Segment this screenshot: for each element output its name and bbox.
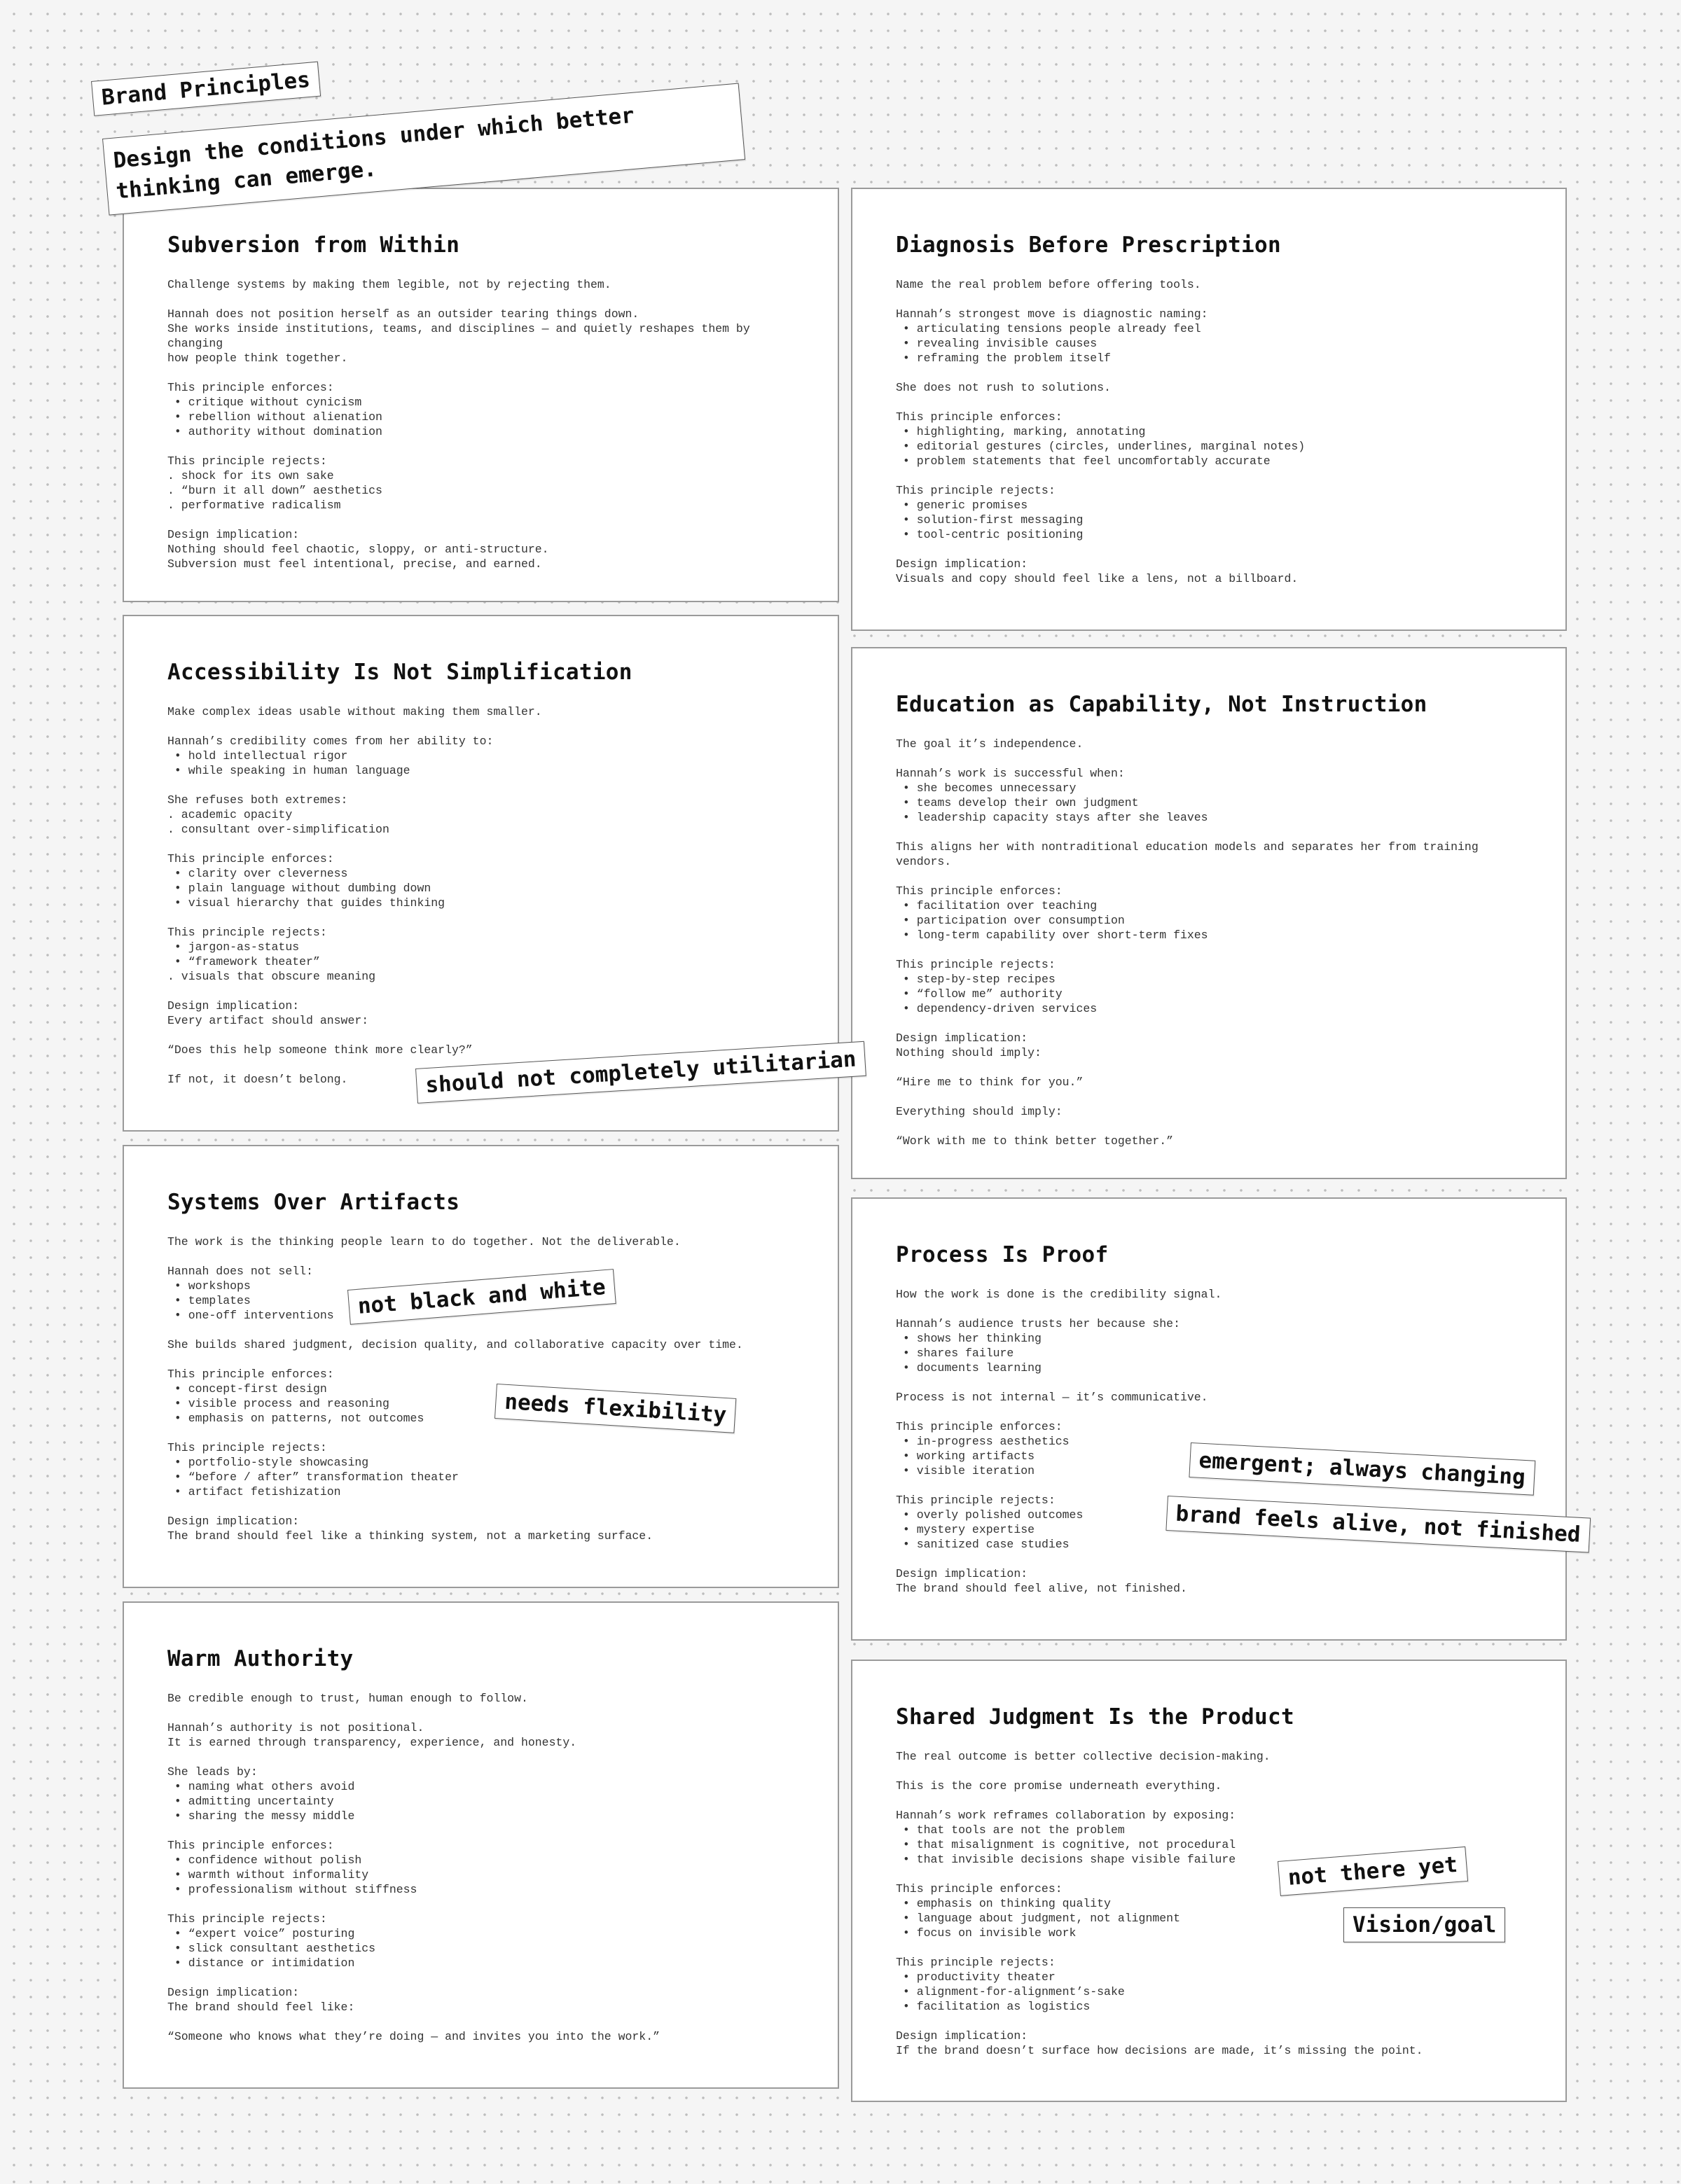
principle-card[interactable] (123, 1145, 839, 1588)
annotation-sticker[interactable]: not there yet (1278, 1846, 1468, 1896)
annotation-sticker[interactable]: Vision/goal (1343, 1907, 1505, 1942)
card-body: Make complex ideas usable without making them smaller. Hannah’s credibility comes from her ability to: • hold intellectual rigor • while speaking in human language She refuses both extremes: . academic opacity . consultant over-simplification This principle enforces: • clarity over cleverness • plain language without dumbing down • visual hierarchy that guides thinking This principle rejects: • jargon-as-status • “framework theater” . visuals that obscure meaning Design implication: Every artifact should answer: “Does this help someone think more clearly?” If not, it doesn’t belong. (167, 705, 542, 1086)
card-title: Process Is Proof (896, 1242, 1109, 1267)
card-body: How the work is done is the credibility signal. Hannah’s audience trusts her because she: • shows her thinking • shares failure • documents learning Process is not internal — it’s communicative. This principle enforces: • in-progress aesthetics • working artifacts • visible iteration This principle rejects: • overly polished outcomes • mystery expertise • sanitized case studies Design implication: The brand should feel alive, not finished. (896, 1288, 1222, 1595)
board-title-sticker[interactable]: Brand Principles (91, 62, 321, 116)
card-body: The goal it’s independence. Hannah’s work is successful when: • she becomes unnecessary • teams develop their own judgment • leadership capacity stays after she leaves This aligns her with nontraditional education models and separates her from training vendors. This principle enforces: • facilitation over teaching • participation over consumption • long-term capability over short-term fixes This principle rejects: • step-by-step recipes • “follow me” authority • dependency-driven services Design implication: Nothing should imply: “Hire me to think for you.” Everything should imply: “Work with me to think better together.” (896, 737, 1479, 1148)
annotation-sticker[interactable]: not black and white (347, 1269, 616, 1325)
card-body: Name the real problem before offering tools. Hannah’s strongest move is diagnostic naming: • articulating tensions people already feel • revealing invisible causes • reframing the problem itself She does not rush to solutions. This principle enforces: • highlighting, marking, annotating • editorial gestures (circles, underlines, marginal notes) • problem statements that feel uncomfortably accurate This principle rejects: • generic promises • solution-first messaging • tool-centric positioning Design implication: Visuals and copy should feel like a lens, not a billboard. (896, 278, 1306, 585)
card-body: The work is the thinking people learn to do together. Not the deliverable. Hannah does not sell: • workshops • templates • one-off interventions She builds shared judgment, decision quality, and collaborative capacity over time. This principle enforces: • concept-first design • visible process and reasoning • emphasis on patterns, not outcomes This principle rejects: • portfolio-style showcasing • “before / after” transformation theater • artifact fetishization Design implication: The brand should feel like a thinking system, not a marketing surface. (167, 1235, 743, 1543)
card-body: Be credible enough to trust, human enough to follow. Hannah’s authority is not positional. It is earned through transparency, experience, and honesty. She leads by: • naming what others avoid • admitting uncertainty • sharing the messy middle This principle enforces: • confidence without polish • warmth without informality • professionalism without stiffness This principle rejects: • “expert voice” posturing • slick consultant aesthetics • distance or intimidation Design implication: The brand should feel like: “Someone who knows what they’re doing — and invites you into the work.” (167, 1692, 660, 2043)
card-body: The real outcome is better collective decision-making. This is the core promise underneath everything. Hannah’s work reframes collaboration by exposing: • that tools are not the problem • that misalignment is cognitive, not procedural • that invisible decisions shape visible failure This principle enforces: • emphasis on thinking quality • language about judgment, not alignment • focus on invisible work This principle rejects: • productivity theater • alignment-for-alignment’s-sake • facilitation as logistics Design implication: If the brand doesn’t surface how decisions are made, it’s missing the point. (896, 1750, 1423, 2057)
card-title: Education as Capability, Not Instruction (896, 692, 1427, 717)
principle-card[interactable] (123, 1601, 839, 2089)
principle-card[interactable] (851, 647, 1567, 1179)
principle-card[interactable] (851, 188, 1567, 631)
annotation-sticker[interactable]: brand feels alive, not finished (1165, 1496, 1590, 1553)
card-title: Diagnosis Before Prescription (896, 232, 1281, 258)
annotation-sticker[interactable]: emergent; always changing (1189, 1442, 1535, 1496)
card-title: Subversion from Within (167, 232, 460, 258)
card-title: Accessibility Is Not Simplification (167, 660, 632, 685)
principle-card[interactable] (123, 188, 839, 602)
card-title: Systems Over Artifacts (167, 1190, 460, 1215)
card-title: Warm Authority (167, 1646, 354, 1671)
principle-card[interactable] (851, 1197, 1567, 1641)
annotation-sticker[interactable]: should not completely utilitarian (415, 1041, 866, 1104)
card-body: Challenge systems by making them legible, not by rejecting them. Hannah does not position herself as an outsider tearing things down. She works inside institutions, teams, and disciplines — and quietly reshapes them by changing how people think together. This principle enforces: • critique without cynicism • rebellion without alienation • authority without domination This principle rejects: . shock for its own sake . “burn it all down” aesthetics . performative radicalism Design implication: Nothing should feel chaotic, sloppy, or anti-structure. Subversion must feel intentional, precise, and earned. (167, 278, 750, 571)
tagline-sticker[interactable]: Design the conditions under which better thinking can emerge. (102, 83, 745, 216)
annotation-sticker[interactable]: needs flexibility (494, 1384, 737, 1433)
card-title: Shared Judgment Is the Product (896, 1704, 1294, 1730)
